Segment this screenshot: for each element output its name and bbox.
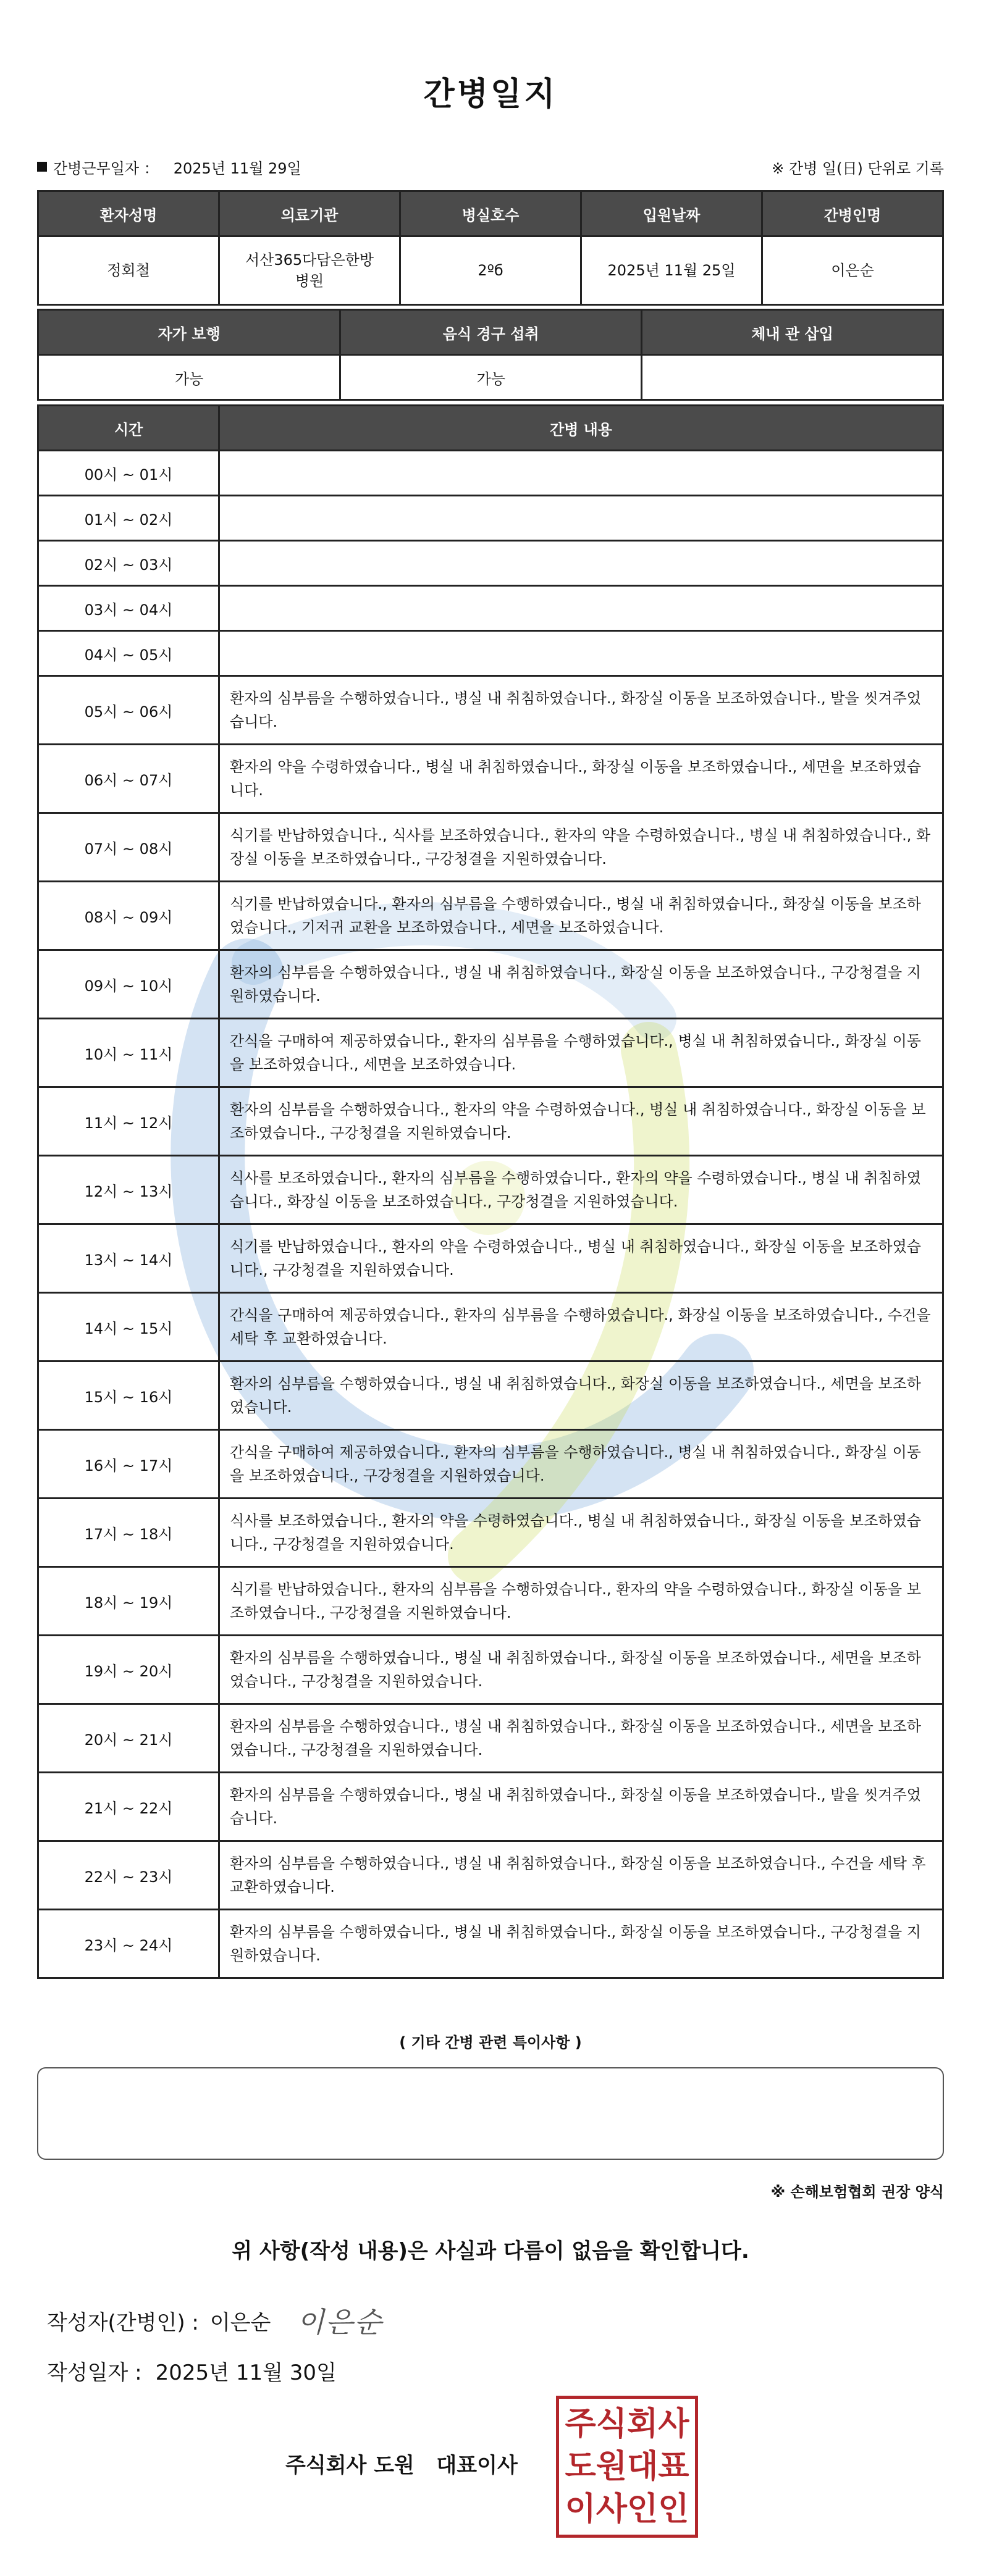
- care-content: 환자의 심부름을 수행하였습니다., 병실 내 취침하였습니다., 화장실 이동을 보조하였습니다., 구강청결을 지원하였습니다.: [219, 950, 943, 1019]
- work-date-row: [37, 154, 944, 179]
- ability-value-row: [38, 355, 943, 400]
- care-log-table: [37, 404, 944, 1979]
- patient-header-row: [38, 191, 943, 236]
- work-date-value: 2025년 11월 29일: [173, 159, 301, 177]
- room-number: 2ºб: [400, 236, 581, 305]
- table-row: [38, 1156, 943, 1224]
- care-content: [219, 586, 943, 631]
- ability-table: [37, 309, 944, 401]
- time-slot: 23시 ~ 24시: [38, 1910, 219, 1978]
- header-tube-insertion: 체내 관 삽입: [642, 310, 943, 355]
- care-content: 환자의 심부름을 수행하였습니다., 병실 내 취침하였습니다., 화장실 이동을 보조하였습니다., 세면을 보조하였습니다.: [219, 1361, 943, 1430]
- table-row: [38, 1430, 943, 1499]
- table-row: [38, 950, 943, 1019]
- time-slot: 17시 ~ 18시: [38, 1499, 219, 1567]
- time-slot: 19시 ~ 20시: [38, 1636, 219, 1704]
- caregiver-name: 이은순: [762, 236, 943, 305]
- care-log-page: [37, 0, 944, 2576]
- company-seal: [556, 2396, 698, 2538]
- patient-value-row: [38, 236, 943, 305]
- table-row: [38, 631, 943, 676]
- table-row: [38, 1019, 943, 1087]
- time-slot: 04시 ~ 05시: [38, 631, 219, 676]
- table-row: [38, 1499, 943, 1567]
- care-content: 식기를 반납하였습니다., 환자의 심부름을 수행하였습니다., 병실 내 취침하였습니다., 화장실 이동을 보조하였습니다., 기저귀 교환을 보조하였습니다., 세면을 보조하였습니다.: [219, 882, 943, 950]
- time-slot: 13시 ~ 14시: [38, 1224, 219, 1293]
- time-slot: 14시 ~ 15시: [38, 1293, 219, 1361]
- time-slot: 03시 ~ 04시: [38, 586, 219, 631]
- header-self-walking: 자가 보행: [38, 310, 340, 355]
- care-content: 식사를 보조하였습니다., 환자의 약을 수령하였습니다., 병실 내 취침하였습니다., 화장실 이동을 보조하였습니다., 구강청결을 지원하였습니다.: [219, 1499, 943, 1567]
- care-content: 식기를 반납하였습니다., 식사를 보조하였습니다., 환자의 약을 수령하였습니다., 병실 내 취침하였습니다., 화장실 이동을 보조하였습니다., 구강청결을 지원하였습니다.: [219, 813, 943, 882]
- time-slot: 12시 ~ 13시: [38, 1156, 219, 1224]
- table-row: [38, 1361, 943, 1430]
- table-row: [38, 1567, 943, 1636]
- care-content: 환자의 약을 수령하였습니다., 병실 내 취침하였습니다., 화장실 이동을 보조하였습니다., 세면을 보조하였습니다.: [219, 745, 943, 813]
- unit-note: ※ 간병 일(日) 단위로 기록: [772, 159, 944, 177]
- header-caregiver: 간병인명: [762, 191, 943, 236]
- table-row: [38, 1773, 943, 1841]
- time-slot: 11시 ~ 12시: [38, 1087, 219, 1156]
- seal-line: 이사인인: [565, 2490, 689, 2528]
- time-slot: 18시 ~ 19시: [38, 1567, 219, 1636]
- header-room: 병실호수: [400, 191, 581, 236]
- table-row: [38, 586, 943, 631]
- log-header-row: [38, 406, 943, 451]
- care-content: 식기를 반납하였습니다., 환자의 약을 수령하였습니다., 병실 내 취침하였습니다., 화장실 이동을 보조하였습니다., 구강청결을 지원하였습니다.: [219, 1224, 943, 1293]
- time-slot: 09시 ~ 10시: [38, 950, 219, 1019]
- log-body: [38, 451, 943, 1978]
- header-admission-date: 입원날짜: [581, 191, 762, 236]
- table-row: [38, 1636, 943, 1704]
- patient-info-table: [37, 190, 944, 306]
- time-slot: 07시 ~ 08시: [38, 813, 219, 882]
- table-row: [38, 745, 943, 813]
- care-content: 식사를 보조하였습니다., 환자의 심부름을 수행하였습니다., 환자의 약을 수령하였습니다., 병실 내 취침하였습니다., 화장실 이동을 보조하였습니다., 구강청결을 지원하였습니다.: [219, 1156, 943, 1224]
- time-slot: 16시 ~ 17시: [38, 1430, 219, 1499]
- care-content: 식기를 반납하였습니다., 환자의 심부름을 수행하였습니다., 환자의 약을 수령하였습니다., 화장실 이동을 보조하였습니다., 구강청결을 지원하였습니다.: [219, 1567, 943, 1636]
- care-content: [219, 631, 943, 676]
- oral-intake-value: 가능: [340, 355, 642, 400]
- tube-insertion-value: [642, 355, 943, 400]
- confirm-statement: 위 사항(작성 내용)은 사실과 다름이 없음을 확인합니다.: [232, 2239, 749, 2264]
- time-slot: 06시 ~ 07시: [38, 745, 219, 813]
- header-patient-name: 환자성명: [38, 191, 219, 236]
- table-row: [38, 1224, 943, 1293]
- table-row: [38, 541, 943, 586]
- table-row: [38, 496, 943, 541]
- writer-name: 이은순: [209, 2310, 271, 2335]
- care-content: 환자의 심부름을 수행하였습니다., 병실 내 취침하였습니다., 화장실 이동을 보조하였습니다., 발을 씻겨주었습니다.: [219, 1773, 943, 1841]
- company-name: 주식회사 도원 대표이사: [285, 2453, 518, 2478]
- remarks-title: ( 기타 간병 관련 특이사항 ): [399, 2034, 582, 2051]
- care-content: 간식을 구매하여 제공하였습니다., 환자의 심부름을 수행하였습니다., 병실 내 취침하였습니다., 화장실 이동을 보조하였습니다., 세면을 보조하였습니다.: [219, 1019, 943, 1087]
- care-content: [219, 541, 943, 586]
- table-row: [38, 451, 943, 496]
- patient-name: 정회철: [38, 236, 219, 305]
- writer-label: 작성자(간병인) :: [47, 2310, 199, 2335]
- care-content: 환자의 심부름을 수행하였습니다., 병실 내 취침하였습니다., 화장실 이동을 보조하였습니다., 수건을 세탁 후 교환하였습니다.: [219, 1841, 943, 1910]
- table-row: [38, 1704, 943, 1773]
- writer-line: [47, 2300, 383, 2341]
- care-content: 환자의 심부름을 수행하였습니다., 병실 내 취침하였습니다., 화장실 이동을 보조하였습니다., 세면을 보조하였습니다., 구강청결을 지원하였습니다.: [219, 1636, 943, 1704]
- table-row: [38, 1293, 943, 1361]
- recommend-note: ※ 손해보험협회 권장 양식: [770, 2183, 944, 2201]
- care-content: 환자의 심부름을 수행하였습니다., 병실 내 취침하였습니다., 화장실 이동을 보조하였습니다., 세면을 보조하였습니다., 구강청결을 지원하였습니다.: [219, 1704, 943, 1773]
- header-time: 시간: [38, 406, 219, 451]
- page-title: 간병일지: [423, 76, 558, 113]
- time-slot: 22시 ~ 23시: [38, 1841, 219, 1910]
- header-care-content: 간병 내용: [219, 406, 943, 451]
- table-row: [38, 1087, 943, 1156]
- time-slot: 21시 ~ 22시: [38, 1773, 219, 1841]
- seal-line: 도원대표: [565, 2447, 689, 2485]
- care-content: [219, 496, 943, 541]
- header-oral-intake: 음식 경구 섭취: [340, 310, 642, 355]
- table-row: [38, 1841, 943, 1910]
- table-row: [38, 1910, 943, 1978]
- time-slot: 20시 ~ 21시: [38, 1704, 219, 1773]
- admission-date: 2025년 11월 25일: [581, 236, 762, 305]
- table-row: [38, 676, 943, 745]
- date-label: 작성일자 :: [47, 2361, 142, 2385]
- care-content: 환자의 심부름을 수행하였습니다., 병실 내 취침하였습니다., 화장실 이동을 보조하였습니다., 발을 씻겨주었습니다.: [219, 676, 943, 745]
- signature: 이은순: [297, 2306, 383, 2339]
- care-content: 간식을 구매하여 제공하였습니다., 환자의 심부름을 수행하였습니다., 병실 내 취침하였습니다., 화장실 이동을 보조하였습니다., 구강청결을 지원하였습니다.: [219, 1430, 943, 1499]
- care-content: 간식을 구매하여 제공하였습니다., 환자의 심부름을 수행하였습니다., 화장실 이동을 보조하였습니다., 수건을 세탁 후 교환하였습니다.: [219, 1293, 943, 1361]
- time-slot: 01시 ~ 02시: [38, 496, 219, 541]
- work-date: [37, 156, 301, 178]
- header-institution: 의료기관: [219, 191, 400, 236]
- time-slot: 15시 ~ 16시: [38, 1361, 219, 1430]
- black-square-icon: [37, 162, 47, 172]
- time-slot: 05시 ~ 06시: [38, 676, 219, 745]
- written-date-line: [47, 2356, 337, 2386]
- institution-name: 서산365다담은한방병원: [219, 236, 400, 305]
- time-slot: 10시 ~ 11시: [38, 1019, 219, 1087]
- time-slot: 02시 ~ 03시: [38, 541, 219, 586]
- table-row: [38, 813, 943, 882]
- care-content: [219, 451, 943, 496]
- care-content: 환자의 심부름을 수행하였습니다., 환자의 약을 수령하였습니다., 병실 내 취침하였습니다., 화장실 이동을 보조하였습니다., 구강청결을 지원하였습니다.: [219, 1087, 943, 1156]
- time-slot: 00시 ~ 01시: [38, 451, 219, 496]
- self-walking-value: 가능: [38, 355, 340, 400]
- seal-line: 주식회사: [565, 2404, 689, 2443]
- work-date-label: 간병근무일자 ：: [53, 159, 159, 177]
- remarks-box: [37, 2067, 944, 2160]
- table-row: [38, 882, 943, 950]
- ability-header-row: [38, 310, 943, 355]
- time-slot: 08시 ~ 09시: [38, 882, 219, 950]
- date-value: 2025년 11월 30일: [155, 2361, 337, 2385]
- care-content: 환자의 심부름을 수행하였습니다., 병실 내 취침하였습니다., 화장실 이동을 보조하였습니다., 구강청결을 지원하였습니다.: [219, 1910, 943, 1978]
